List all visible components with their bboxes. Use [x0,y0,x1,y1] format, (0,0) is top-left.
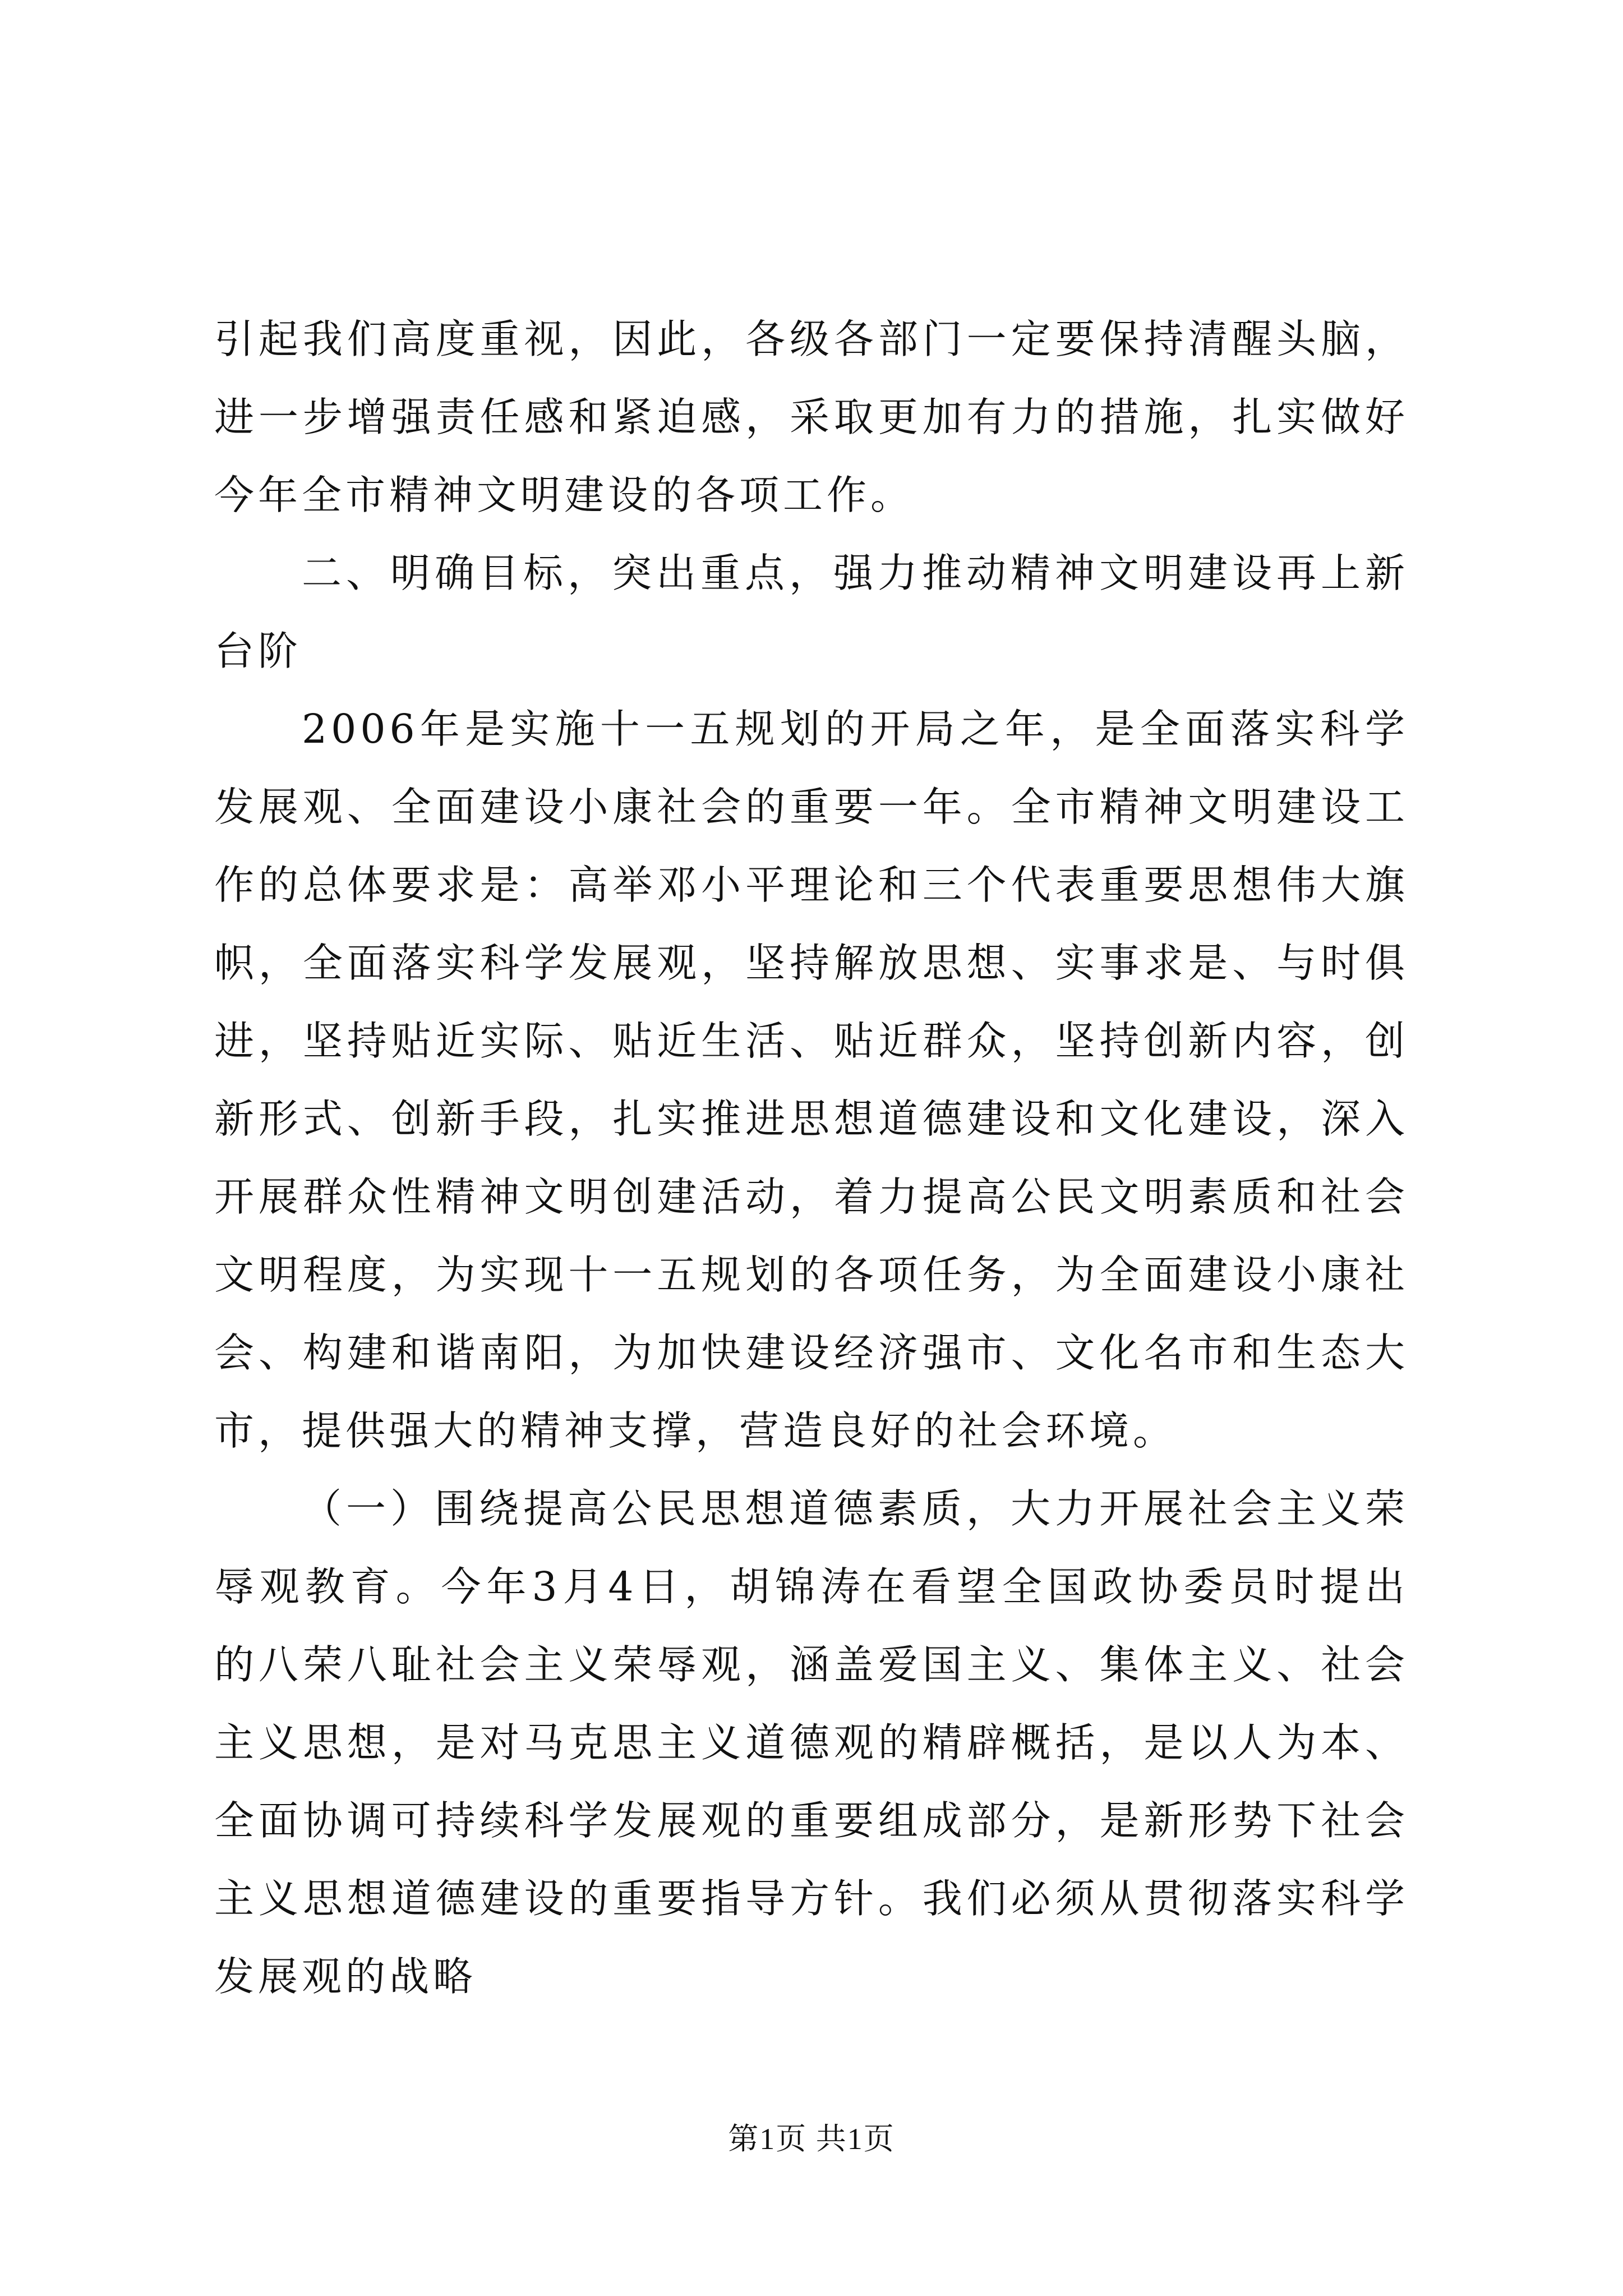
paragraph-4: （一）围绕提高公民思想道德素质，大力开展社会主义荣辱观教育。今年3月4日，胡锦涛在看望全国政协委员时提出的八荣八耻社会主义荣辱观，涵盖爱国主义、集体主义、社会主义思想，是对马克思主义道德观的精辟概括，是以人为本、全面协调可持续科学发展观的重要组成部分，是新形势下社会主义思想道德建设的重要指导方针。我们必须从贯彻落实科学发展观的战略 [214,1485,1409,2000]
paragraph-3: 2006年是实施十一五规划的开局之年，是全面落实科学发展观、全面建设小康社会的重要一年。全市精神文明建设工作的总体要求是：高举邓小平理论和三个代表重要思想伟大旗帜，全面落实科学发展观，坚持解放思想、实事求是、与时俱进，坚持贴近实际、贴近生活、贴近群众，坚持创新内容，创新形式、创新手段，扎实推进思想道德建设和文化建设，深入开展群众性精神文明创建活动，着力提高公民文明素质和社会文明程度，为实现十一五规划的各项任务，为全面建设小康社会、构建和谐南阳，为加快建设经济强市、文化名市和生态大市，提供强大的精神支撑，营造良好的社会环境。 [214,706,1409,1454]
document-body [214,300,1409,2016]
page-footer: 第1页 共1页 [728,2122,895,2156]
paragraph-2-section-heading: 二、明确目标，突出重点，强力推动精神文明建设再上新台阶 [214,550,1409,674]
paragraph-1: 引起我们高度重视，因此，各级各部门一定要保持清醒头脑，进一步增强责任感和紧迫感，采取更加有力的措施，扎实做好今年全市精神文明建设的各项工作。 [214,316,1409,518]
